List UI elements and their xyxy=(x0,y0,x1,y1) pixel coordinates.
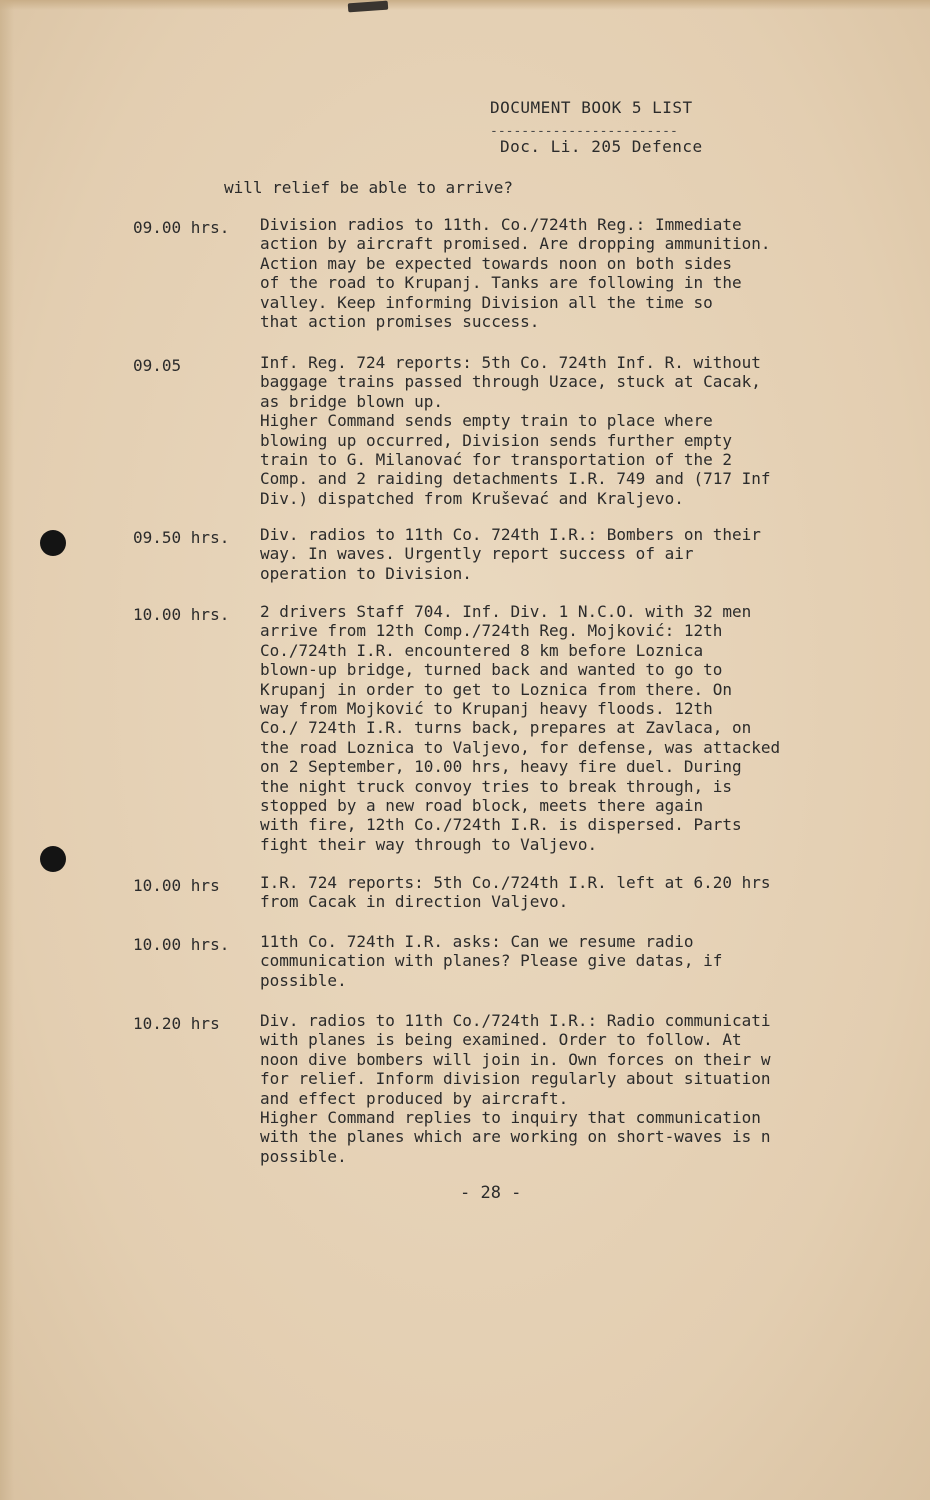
entry-text: Div. radios to 11th Co./724th I.R.: Radio communicati with planes is being examined. Order to follow. At noon dive bombers will join in. Own forces on their w for relief. Inform division regularly about situation and effect produced by aircraft. Higher Command replies to inquiry that communication with the planes which are working on short-waves is n possible. xyxy=(260,1011,771,1166)
entry-text: Div. radios to 11th Co. 724th I.R.: Bombers on their way. In waves. Urgently report success of air operation to Division. xyxy=(260,525,761,583)
document-reference: Doc. Li. 205 Defence xyxy=(500,137,703,156)
entry-time: 09.50 hrs. xyxy=(133,528,230,547)
entry-text: 11th Co. 724th I.R. asks: Can we resume radio communication with planes? Please give datas, if possible. xyxy=(260,932,723,990)
entry-text: 2 drivers Staff 704. Inf. Div. 1 N.C.O. with 32 men arrive from 12th Comp./724th Reg. Mojković: 12th Co./724th I.R. encountered 8 km before Loznica blown-up bridge, turned back and wanted to go to Krupanj in order to get to Loznica from there. On way from Mojković to Krupanj heavy floods. 12th Co./ 724th I.R. turns back, prepares at Zavlaca, on the road Loznica to Valjevo, for defense, was attacked on 2 September, 10.00 hrs, heavy fire duel. During the night truck convoy tries to break through, is stopped by a new road block, meets there again with fire, 12th Co./724th I.R. is dispersed. Parts fight their way through to Valjevo. xyxy=(260,602,781,854)
paper-edge-left xyxy=(0,0,14,1500)
entry-text: Division radios to 11th. Co./724th Reg.: Immediate action by aircraft promised. Are dropping ammunition. Action may be expected towards noon on both sides of the road to Krupanj. Tanks are following in the valley. Keep informing Division all the time so that action promises success. xyxy=(260,215,771,332)
entry-time: 10.00 hrs. xyxy=(133,605,230,624)
punch-hole xyxy=(40,530,66,556)
entry-text: I.R. 724 reports: 5th Co./724th I.R. left at 6.20 hrs from Cacak in direction Valjevo. xyxy=(260,873,771,912)
page-number: - 28 - xyxy=(460,1183,522,1203)
entry-time: 10.00 hrs. xyxy=(133,935,230,954)
entry-time: 10.00 hrs xyxy=(133,876,220,895)
entry-time: 10.20 hrs xyxy=(133,1014,220,1033)
continuation-line: will relief be able to arrive? xyxy=(224,178,513,197)
entry-text: Inf. Reg. 724 reports: 5th Co. 724th Inf. R. without baggage trains passed through Uzace, stuck at Cacak, as bridge blown up. Higher Command sends empty train to place where blowing up occurred, Division sends further empty train to G. Milanovać for transportation of the 2 Comp. and 2 raiding detachments I.R. 749 and (717 Inf Div.) dispatched from Kruševać and Kraljevo. xyxy=(260,353,771,508)
entry-time: 09.00 hrs. xyxy=(133,218,230,237)
title-underline: ------------------------ xyxy=(490,124,678,139)
document-title: DOCUMENT BOOK 5 LIST xyxy=(490,98,693,117)
staple-mark xyxy=(348,1,389,13)
punch-hole xyxy=(40,846,66,872)
paper-edge-top xyxy=(0,0,930,10)
entry-time: 09.05 xyxy=(133,356,182,375)
